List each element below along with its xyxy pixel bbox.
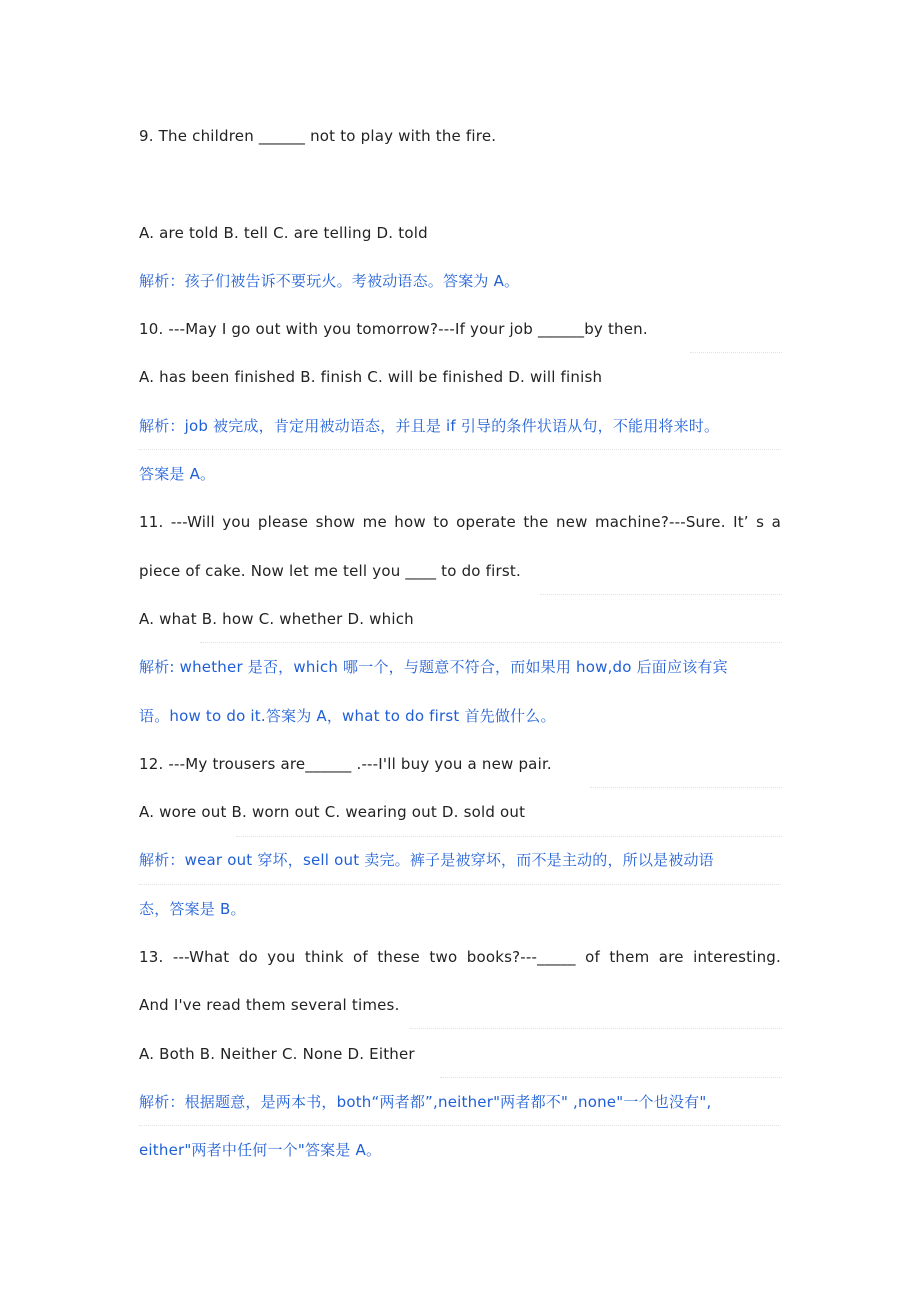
question-13-stem-line-1: 13. ---What do you think of these two books?---_____ of them are interesting.: [139, 948, 781, 967]
decorative-dotted-line: [690, 352, 782, 353]
decorative-dotted-line: [440, 1077, 782, 1078]
question-13-analysis-line-1: 解析：根据题意，是两本书，both“两者都”,neither"两者都不" ,none"一个也没有",: [139, 1092, 712, 1111]
question-13-options: A. Both B. Neither C. None D. Either: [139, 1044, 415, 1063]
decorative-dotted-line: [139, 884, 781, 885]
question-9-options: A. are told B. tell C. are telling D. told: [139, 223, 428, 242]
question-12-stem: 12. ---My trousers are______ .---I'll buy you a new pair.: [139, 754, 552, 773]
question-11-stem-line-2: piece of cake. Now let me tell you ____ to do first.: [139, 561, 521, 580]
question-10-analysis-line-1: 解析：job 被完成，肯定用被动语态，并且是 if 引导的条件状语从句，不能用将来时。: [139, 416, 720, 435]
question-9-analysis: 解析：孩子们被告诉不要玩火。考被动语态。答案为 A。: [139, 271, 520, 290]
question-11-analysis-line-1: 解析: whether 是否，which 哪一个，与题意不符合，而如果用 how,do 后面应该有宾: [139, 658, 728, 677]
question-10-stem: 10. ---May I go out with you tomorrow?---If your job ______by then.: [139, 320, 648, 339]
decorative-dotted-line: [590, 787, 782, 788]
question-12-analysis-line-2: 态，答案是 B。: [139, 899, 246, 918]
question-9-stem: 9. The children ______ not to play with the fire.: [139, 127, 497, 145]
decorative-dotted-line: [139, 449, 781, 450]
question-13-analysis-line-2: either"两者中任何一个"答案是 A。: [139, 1141, 382, 1160]
decorative-dotted-line: [410, 1028, 782, 1029]
question-11-options: A. what B. how C. whether D. which: [139, 609, 414, 628]
decorative-dotted-line: [540, 594, 782, 595]
question-10-options: A. has been finished B. finish C. will be finished D. will finish: [139, 368, 603, 387]
document-page: [139, 112, 781, 1175]
decorative-dotted-line: [236, 836, 782, 837]
decorative-dotted-line: [139, 1125, 781, 1126]
question-12-analysis-line-1: 解析：wear out 穿坏，sell out 卖完。裤子是被穿坏，而不是主动的，所以是被动语: [139, 851, 714, 870]
decorative-dotted-line: [200, 642, 782, 643]
question-11-stem-line-1: 11. ---Will you please show me how to operate the new machine?---Sure. It’ s a: [139, 513, 781, 532]
question-11-analysis-line-2: 语。how to do it.答案为 A，what to do first 首先做什么。: [139, 706, 556, 725]
question-12-options: A. wore out B. worn out C. wearing out D. sold out: [139, 803, 526, 822]
question-13-stem-line-2: And I've read them several times.: [139, 996, 400, 1015]
question-10-analysis-line-2: 答案是 A。: [139, 465, 216, 484]
